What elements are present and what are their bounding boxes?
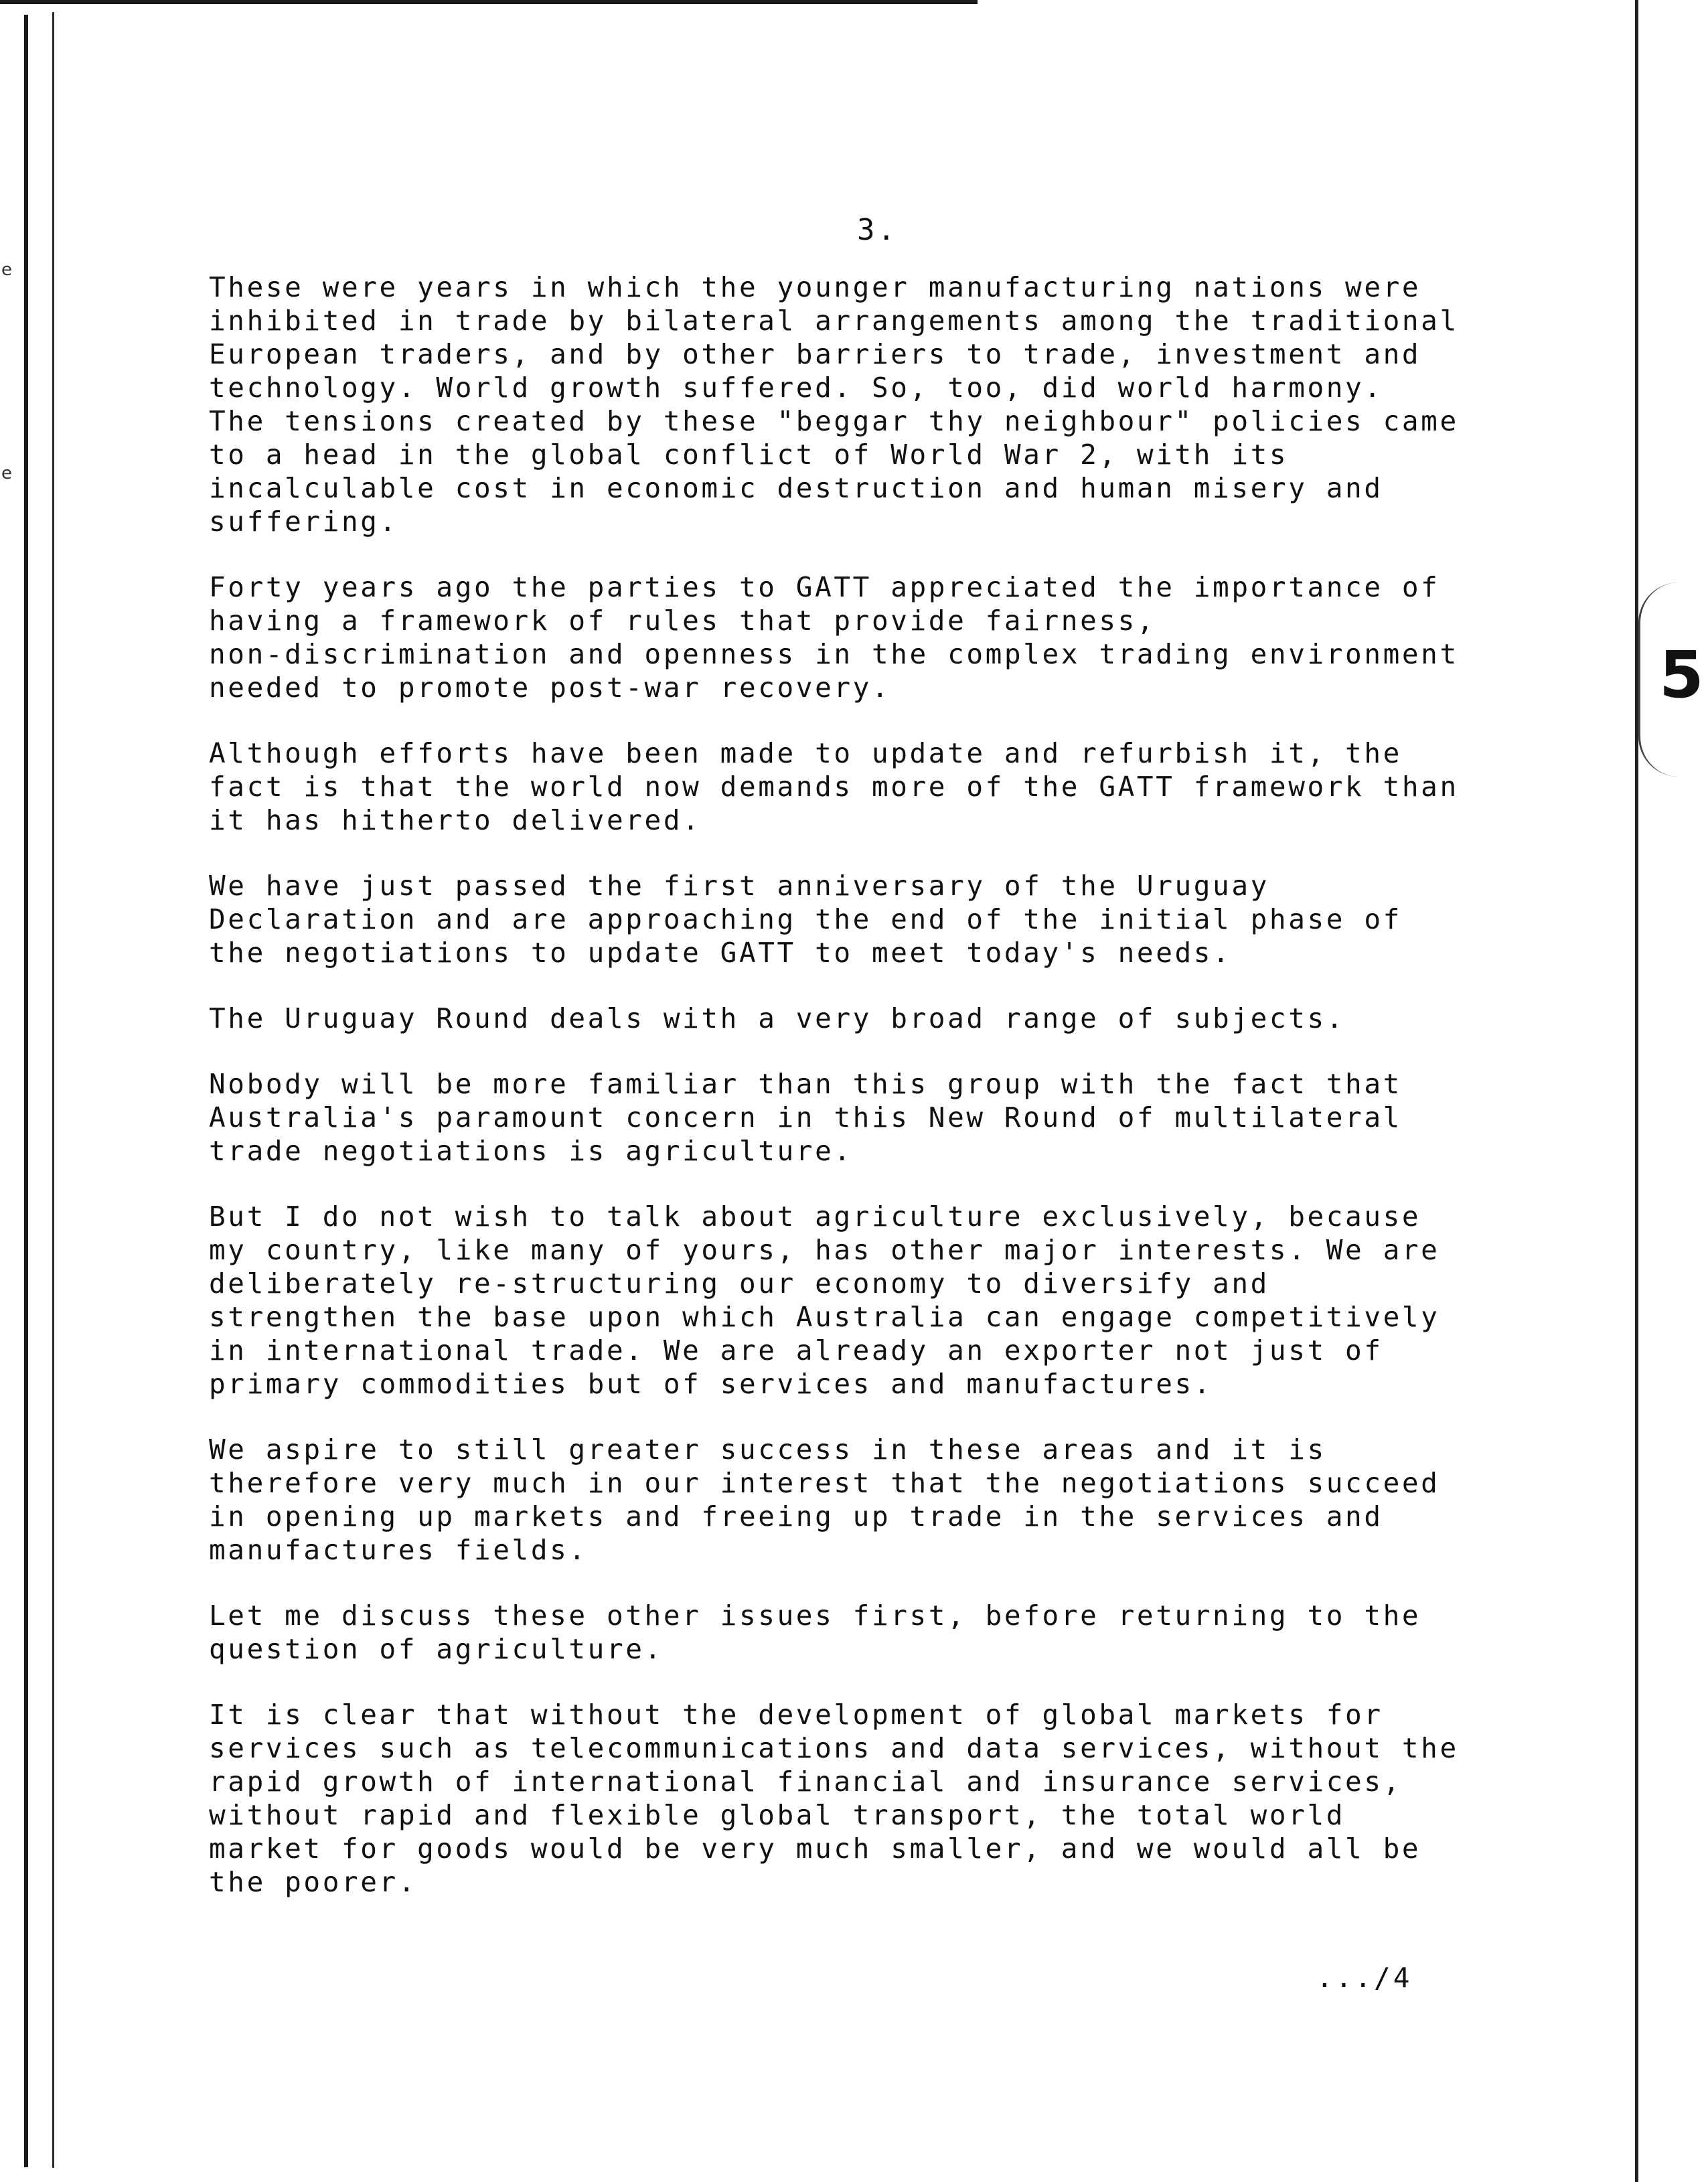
edge-mark: e [1, 260, 12, 280]
paragraph: Let me discuss these other issues first, before returning to the question of agriculture. [209, 1600, 1421, 1665]
paragraph: We aspire to still greater success in these areas and it is therefore very much in our interest that the negotiations succeed in opening up markets and freeing up trade in the services and manufactures fields. [209, 1433, 1440, 1566]
scan-border-left-inner [52, 12, 54, 2168]
scan-border-top [0, 0, 978, 4]
paragraph: We have just passed the first anniversary of the Uruguay Declaration and are approaching the end of the initial phase of the negotiations to update GATT to meet today's needs. [209, 870, 1402, 969]
paragraph: But I do not wish to talk about agriculture exclusively, because my country, like many of yours, has other major interests. We are deliberately re-structuring our economy to diversify and strengthen the base upon which Australia can engage competitively in international trade. We are already an exporter not just of primary commodities but of services and manufactures. [209, 1200, 1440, 1400]
page-number: 3. [857, 213, 898, 247]
scan-border-right [1635, 0, 1638, 2182]
edge-mark: e [1, 463, 12, 483]
paragraph: The Uruguay Round deals with a very broad range of subjects. [209, 1002, 1346, 1034]
paragraph: Nobody will be more familiar than this group with the fact that Australia's paramount concern in this New Round of multilateral trade negotiations is agriculture. [209, 1068, 1402, 1167]
continuation-marker: .../4 [1316, 1962, 1413, 1994]
divider-tab-number: 5 [1659, 637, 1704, 712]
document-body [209, 270, 1521, 1931]
paragraph: Forty years ago the parties to GATT appreciated the importance of having a framework of rules that provide fairness, non-discrimination and openness in the complex trading environment needed to promote post-war recovery. [209, 571, 1459, 704]
scan-border-left [24, 15, 28, 2167]
paragraph: Although efforts have been made to update and refurbish it, the fact is that the world now demands more of the GATT framework than it has hitherto delivered. [209, 737, 1459, 836]
paragraph: These were years in which the younger manufacturing nations were inhibited in trade by bilateral arrangements among the traditional European traders, and by other barriers to trade, investment and technology. World growth suffered. So, too, did world harmony. The tensions created by these "beggar thy neighbour" policies came to a head in the global conflict of World War 2, with its incalculable cost in economic destruction and human misery and suffering. [209, 271, 1459, 538]
paragraph: It is clear that without the development of global markets for services such as telecommunications and data services, without the rapid growth of international financial and insurance services, without rapid and flexible global transport, the total world market for goods would be very much smaller, and we would all be the poorer. [209, 1699, 1459, 1898]
